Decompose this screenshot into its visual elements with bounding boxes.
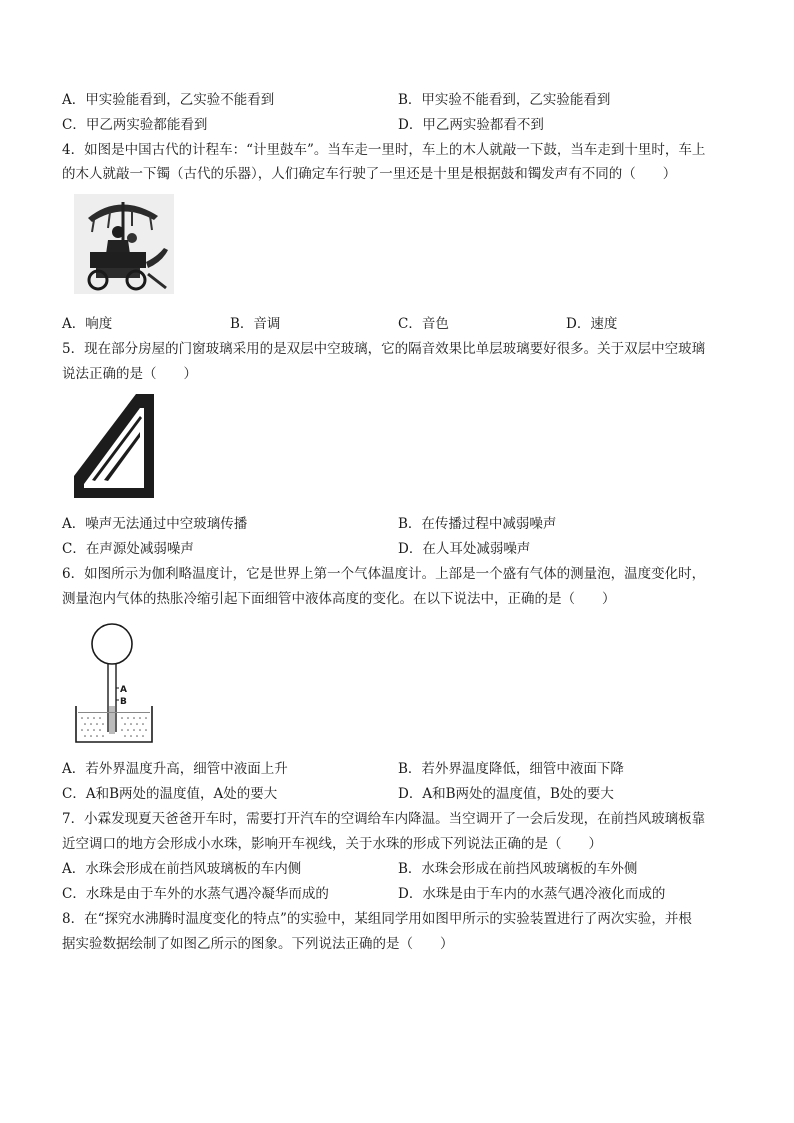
q5-option-c[interactable]: C．在声源处减弱噪声 <box>62 541 194 557</box>
q4-option-a[interactable]: A．响度 <box>62 316 113 332</box>
q3-option-a[interactable]: A．甲实验能看到，乙实验不能看到 <box>62 92 275 108</box>
q4-stem-line1: 4．如图是中国古代的计程车：“计里鼓车”。当车走一里时，车上的木人就敲一下鼓，当车走到十里时，车上 <box>62 142 706 158</box>
q3-option-c[interactable]: C．甲乙两实验都能看到 <box>62 117 208 133</box>
q6-option-c[interactable]: C．A和B两处的温度值，A处的要大 <box>62 786 278 802</box>
q3-option-d[interactable]: D．甲乙两实验都看不到 <box>398 117 544 133</box>
q5-option-d[interactable]: D．在人耳处减弱噪声 <box>398 541 531 557</box>
q7-option-c[interactable]: C．水珠是由于车外的水蒸气遇冷凝华而成的 <box>62 886 329 902</box>
q3-option-b[interactable]: B．甲实验不能看到，乙实验能看到 <box>398 92 611 108</box>
galileo-thermometer-illustration <box>70 620 160 748</box>
double-glazed-glass-illustration <box>70 388 160 506</box>
q4-stem-line2: 的木人就敲一下镯（古代的乐器），人们确定车行驶了一里还是十里是根据鼓和镯发声有不同的（ ） <box>62 166 677 182</box>
q7-stem-line2: 近空调口的地方会形成小水珠，影响开车视线，关于水珠的形成下列说法正确的是（ ） <box>62 836 602 852</box>
q5-stem-line2: 说法正确的是（ ） <box>62 366 197 382</box>
q6-option-b[interactable]: B．若外界温度降低，细管中液面下降 <box>398 761 624 777</box>
q4-option-b[interactable]: B．音调 <box>230 316 281 332</box>
mark-a-label: A <box>120 685 127 695</box>
q8-stem-line2: 据实验数据绘制了如图乙所示的图象。下列说法正确的是（ ） <box>62 936 454 952</box>
q7-stem-line1: 7．小霖发现夏天爸爸开车时，需要打开汽车的空调给车内降温。当空调开了一会后发现，在前挡风玻璃板靠 <box>62 811 706 827</box>
q5-option-a[interactable]: A．噪声无法通过中空玻璃传播 <box>62 516 248 532</box>
q5-stem-line1: 5．现在部分房屋的门窗玻璃采用的是双层中空玻璃，它的隔音效果比单层玻璃要好很多。关于双层中空玻璃 <box>62 341 706 357</box>
q7-option-d[interactable]: D．水珠是由于车内的水蒸气遇冷液化而成的 <box>398 886 666 902</box>
q4-option-c[interactable]: C．音色 <box>398 316 449 332</box>
q6-option-a[interactable]: A．若外界温度升高，细管中液面上升 <box>62 761 288 777</box>
q7-option-a[interactable]: A．水珠会形成在前挡风玻璃板的车内侧 <box>62 861 302 877</box>
drum-cart-illustration <box>70 190 180 300</box>
q7-option-b[interactable]: B．水珠会形成在前挡风玻璃板的车外侧 <box>398 861 638 877</box>
q4-option-d[interactable]: D．速度 <box>566 316 618 332</box>
q6-stem-line1: 6．如图所示为伽利略温度计，它是世界上第一个气体温度计。上部是一个盛有气体的测量泡，温度变化时， <box>62 566 706 582</box>
q6-stem-line2: 测量泡内气体的热胀冷缩引起下面细管中液体高度的变化。在以下说法中，正确的是（ ） <box>62 591 616 607</box>
q8-stem-line1: 8．在“探究水沸腾时温度变化的特点”的实验中，某组同学用如图甲所示的实验装置进行了两次实验，并根 <box>62 911 692 927</box>
q6-option-d[interactable]: D．A和B两处的温度值，B处的要大 <box>398 786 614 802</box>
mark-b-label: B <box>120 697 127 707</box>
measuring-bulb <box>92 624 132 664</box>
q5-option-b[interactable]: B．在传播过程中减弱噪声 <box>398 516 557 532</box>
